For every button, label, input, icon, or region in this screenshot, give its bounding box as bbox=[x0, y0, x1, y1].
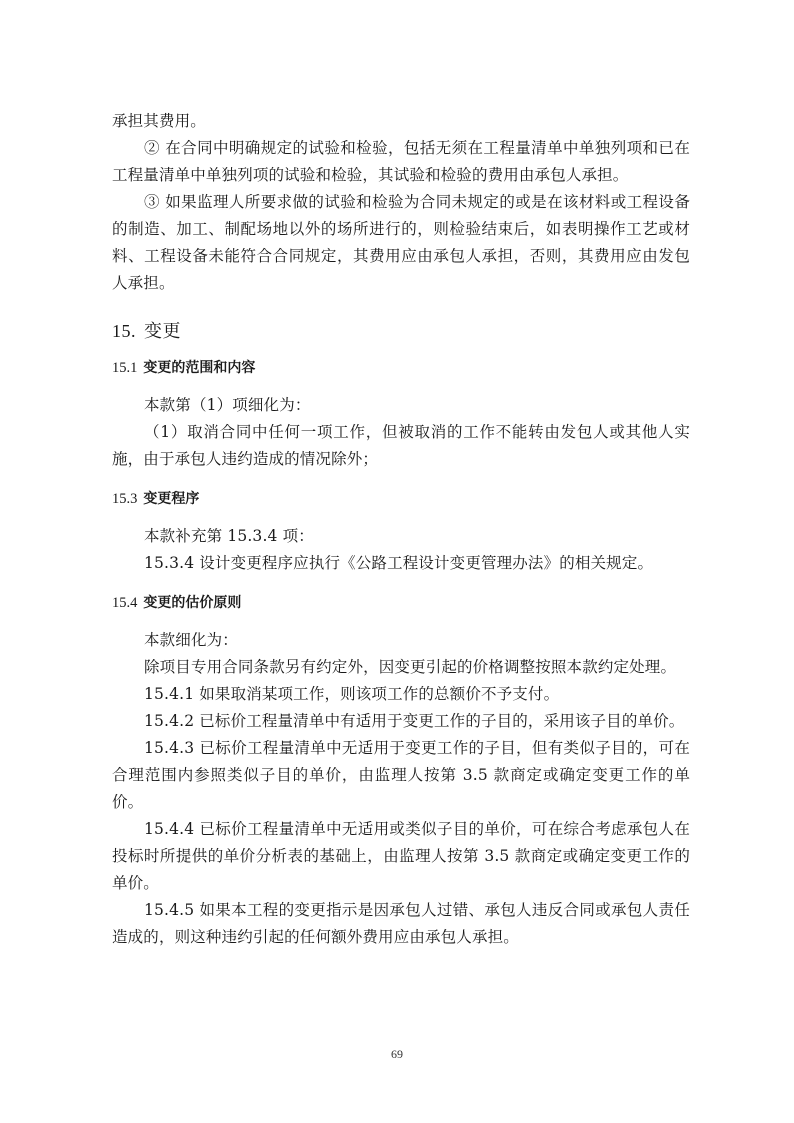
paragraph: 15.4.5 如果本工程的变更指示是因承包人过错、承包人违反合同或承包人责任造成的，则这种违约引起的任何额外费用应由承包人承担。 bbox=[112, 901, 690, 946]
subsection-number: 15.1 bbox=[112, 360, 138, 376]
subsection-number: 15.4 bbox=[112, 595, 138, 611]
section-heading-15 bbox=[112, 317, 690, 346]
subsection-title: 变更程序 bbox=[143, 491, 200, 507]
subsection-heading-15-4 bbox=[112, 591, 690, 615]
paragraph: 15.4.2 已标价工程量清单中有适用于变更工作的子目的，采用该子目的单价。 bbox=[144, 712, 685, 730]
paragraph-top-2: ② 在合同中明确规定的试验和检验，包括无须在工程量清单中单独列项和已在工程量清单中单独列项的试验和检验，其试验和检验的费用由承包人承担。 bbox=[112, 139, 690, 184]
page-content bbox=[112, 108, 690, 951]
paragraph: （1）取消合同中任何一项工作，但被取消的工作不能转由发包人或其他人实施，由于承包人违约造成的情况除外； bbox=[112, 423, 690, 468]
paragraph: 15.4.1 如果取消某项工作，则该项工作的总额价不予支付。 bbox=[144, 685, 560, 703]
paragraph-top-3: ③ 如果监理人所要求做的试验和检验为合同未规定的或是在该材料或工程设备的制造、加工、制配场地以外的场所进行的，则检验结束后，如表明操作工艺或材料、工程设备未能符合合同规定，其费用应由承包人承担，否则，其费用应由发包人承担。 bbox=[112, 193, 690, 292]
paragraph: 15.4.3 已标价工程量清单中无适用于变更工作的子目，但有类似子目的，可在合理范围内参照类似子目的单价，由监理人按第 3.5 款商定或确定变更工作的单价。 bbox=[112, 739, 690, 811]
page-number: 69 bbox=[391, 1047, 403, 1061]
subsection-heading-15-1 bbox=[112, 356, 690, 380]
subsection-number: 15.3 bbox=[112, 491, 138, 507]
paragraph: 15.3.4 设计变更程序应执行《公路工程设计变更管理办法》的相关规定。 bbox=[144, 554, 654, 572]
paragraph: 本款补充第 15.3.4 项： bbox=[144, 527, 314, 545]
section-number: 15. bbox=[112, 321, 136, 341]
section-title: 变更 bbox=[144, 321, 181, 342]
paragraph: 除项目专用合同条款另有约定外，因变更引起的价格调整按照本款约定处理。 bbox=[144, 658, 677, 676]
paragraph-top-1: 承担其费用。 bbox=[112, 112, 206, 130]
subsection-title: 变更的范围和内容 bbox=[143, 360, 256, 376]
paragraph: 本款第（1）项细化为： bbox=[144, 396, 311, 414]
subsection-heading-15-3 bbox=[112, 487, 690, 511]
paragraph: 本款细化为： bbox=[144, 631, 238, 649]
subsection-title: 变更的估价原则 bbox=[143, 595, 242, 611]
paragraph: 15.4.4 已标价工程量清单中无适用或类似子目的单价，可在综合考虑承包人在投标时所提供的单价分析表的基础上，由监理人按第 3.5 款商定或确定变更工作的单价。 bbox=[112, 820, 690, 892]
